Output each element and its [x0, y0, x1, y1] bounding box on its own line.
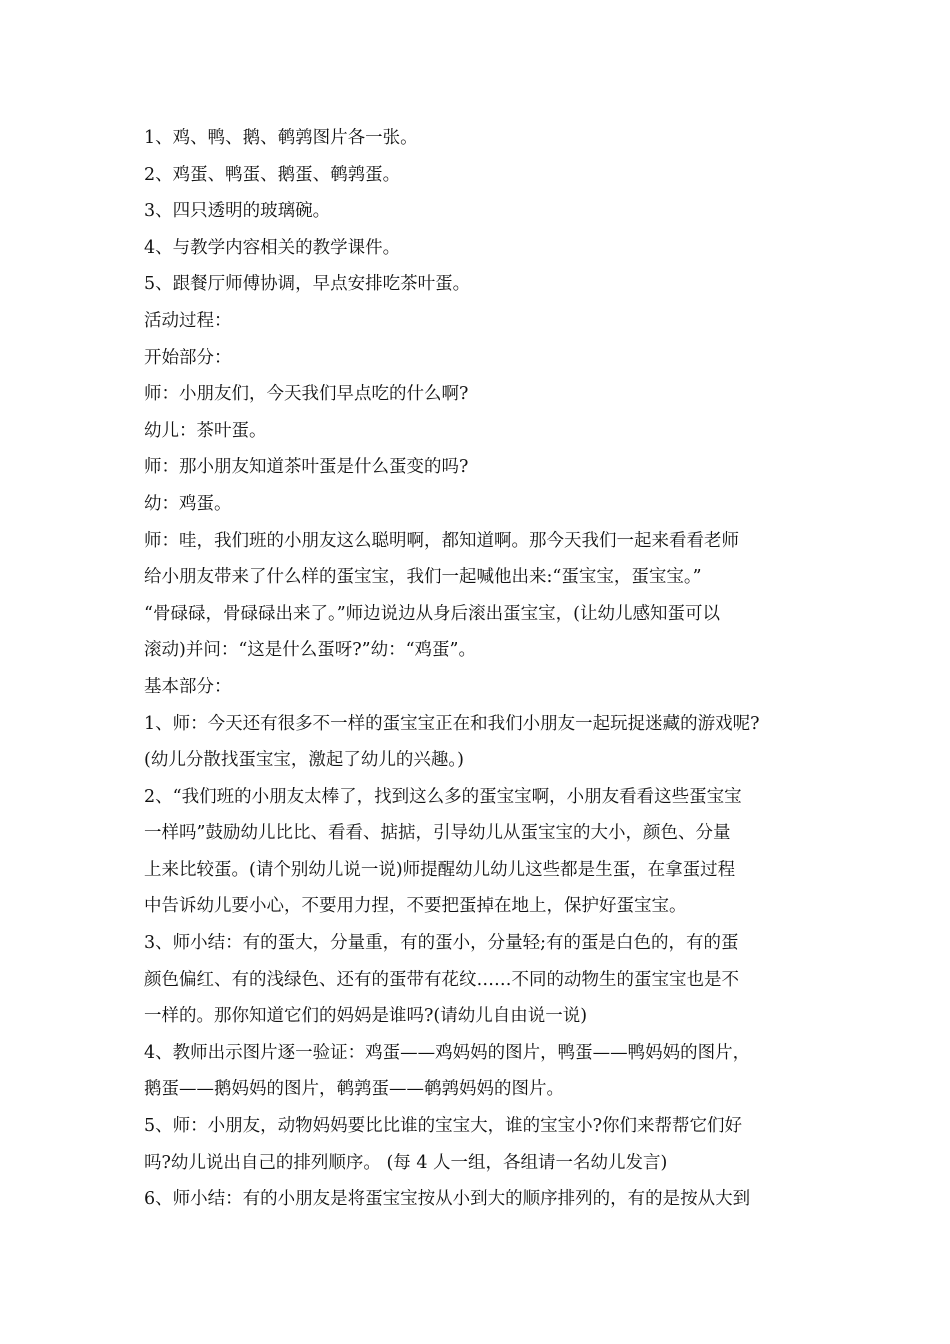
paragraph-line: 鹅蛋——鹅妈妈的图片，鹌鹑蛋——鹌鹑妈妈的图片。 [144, 1079, 564, 1100]
text-line-materials-3: 3、四只透明的玻璃碗。 [144, 201, 331, 222]
paragraph-line: 1、师：今天还有很多不一样的蛋宝宝正在和我们小朋友一起玩捉迷藏的游戏呢? [144, 713, 760, 734]
paragraph-line: 滚动)并问：“这是什么蛋呀?”幼：“鸡蛋”。 [144, 640, 476, 661]
paragraph-line: 中告诉幼儿要小心，不要用力捏，不要把蛋掉在地上，保护好蛋宝宝。 [144, 896, 687, 917]
paragraph-line: 颜色偏红、有的浅绿色、还有的蛋带有花纹……不同的动物生的蛋宝宝也是不 [144, 969, 739, 990]
text-line-materials-5: 5、跟餐厅师傅协调，早点安排吃茶叶蛋。 [144, 274, 471, 295]
paragraph-line: 6、师小结：有的小朋友是将蛋宝宝按从小到大的顺序排列的，有的是按从大到 [144, 1189, 751, 1210]
text-line-materials-2: 2、鸡蛋、鸭蛋、鹅蛋、鹌鹑蛋。 [144, 164, 401, 185]
paragraph-line: 一样的。那你知道它们的妈妈是谁吗?(请幼儿自由说一说) [144, 1006, 588, 1027]
paragraph-line: 一样吗”鼓励幼儿比比、看看、掂掂，引导幼儿从蛋宝宝的大小，颜色、分量 [144, 823, 731, 844]
paragraph-line: 3、师小结：有的蛋大，分量重，有的蛋小，分量轻;有的蛋是白色的，有的蛋 [144, 933, 739, 954]
paragraph-line: 上来比较蛋。(请个别幼儿说一说)师提醒幼儿幼儿这些都是生蛋，在拿蛋过程 [144, 859, 736, 880]
dialogue-line: 师：那小朋友知道茶叶蛋是什么蛋变的吗? [144, 457, 469, 478]
text-line-materials-1: 1、鸡、鸭、鹅、鹌鹑图片各一张。 [144, 128, 418, 148]
dialogue-line: 幼：鸡蛋。 [144, 493, 232, 514]
dialogue-line: 师：小朋友们，今天我们早点吃的什么啊? [144, 384, 469, 405]
paragraph-line: 给小朋友带来了什么样的蛋宝宝，我们一起喊他出来:“蛋宝宝，蛋宝宝。” [144, 567, 702, 588]
paragraph-line: (幼儿分散找蛋宝宝，激起了幼儿的兴趣。) [144, 750, 464, 771]
text-line-materials-4: 4、与教学内容相关的教学课件。 [144, 237, 401, 258]
paragraph-line: 吗?幼儿说出自己的排列顺序。 (每 4 人一组，各组请一名幼儿发言) [144, 1152, 668, 1173]
section-heading-opening: 开始部分： [144, 347, 232, 368]
paragraph-line: 师：哇，我们班的小朋友这么聪明啊，都知道啊。那今天我们一起来看看老师 [144, 530, 739, 551]
paragraph-line: 2、“我们班的小朋友太棒了，找到这么多的蛋宝宝啊，小朋友看看这些蛋宝宝 [144, 786, 742, 807]
paragraph-line: “骨碌碌，骨碌碌出来了。”师边说边从身后滚出蛋宝宝，(让幼儿感知蛋可以 [144, 603, 720, 624]
dialogue-line: 幼儿：茶叶蛋。 [144, 420, 267, 441]
paragraph-line: 4、教师出示图片逐一验证：鸡蛋——鸡妈妈的图片，鸭蛋——鸭妈妈的图片， [144, 1042, 751, 1063]
document-body [144, 120, 812, 1218]
paragraph-line: 5、师：小朋友，动物妈妈要比比谁的宝宝大，谁的宝宝小?你们来帮帮它们好 [144, 1116, 743, 1137]
section-heading-activity-process: 活动过程： [144, 310, 232, 331]
section-heading-basic: 基本部分： [144, 676, 232, 697]
